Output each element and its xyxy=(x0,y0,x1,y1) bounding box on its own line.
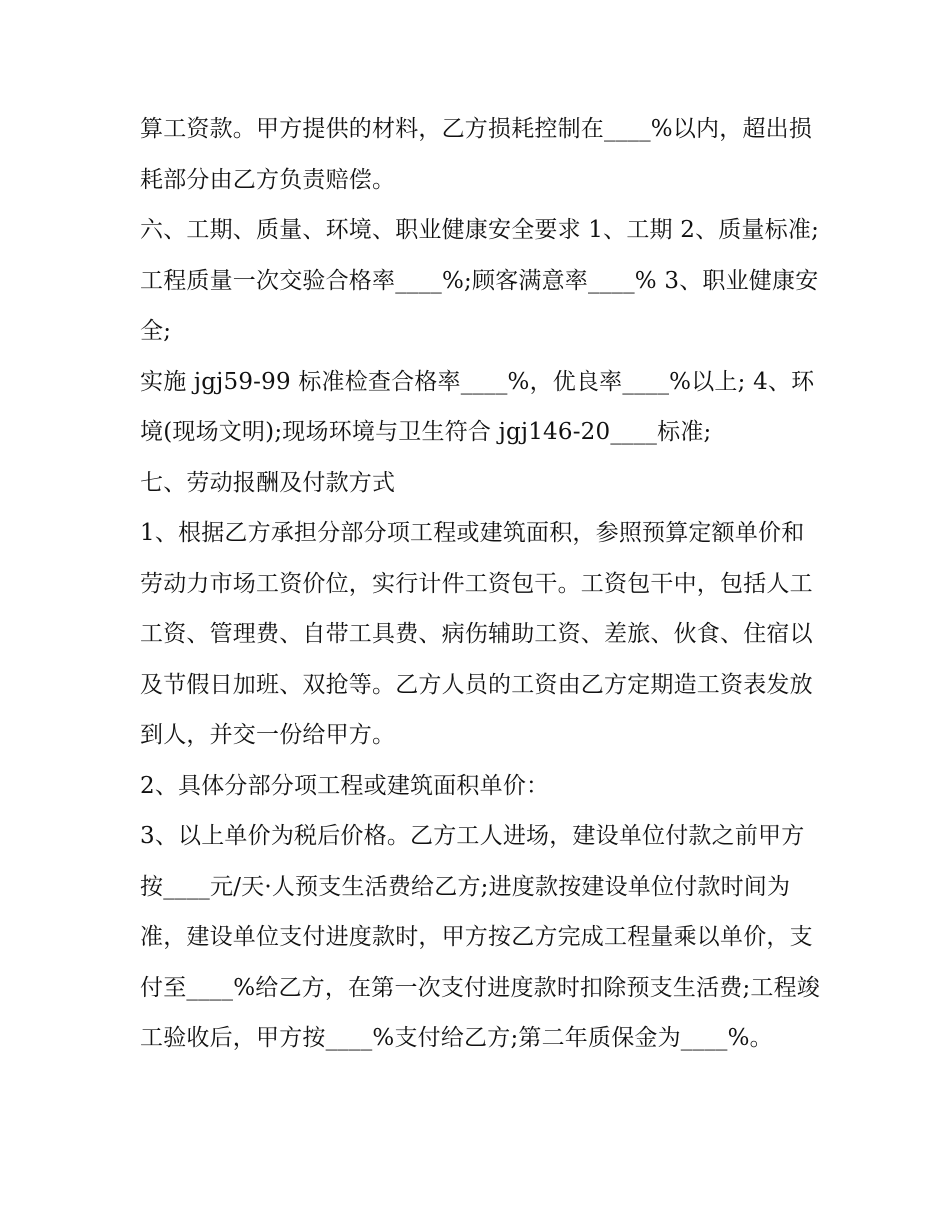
paragraph-section-six: 六、工期、质量、环境、职业健康安全要求 1、工期 2、质量标准;工程质量一次交验合格率____%;顾客满意率____% 3、职业健康安全; xyxy=(140,217,820,344)
paragraph-item-2: 2、具体分部分项工程或建筑面积单价： xyxy=(140,772,550,799)
section-heading-seven: 七、劳动报酬及付款方式 xyxy=(140,469,396,496)
document-body xyxy=(140,104,820,1064)
paragraph-item-1: 1、根据乙方承担分部分项工程或建筑面积，参照预算定额单价和劳动力市场工资价位，实行计件工资包干。工资包干中，包括人工工资、管理费、自带工具费、病伤辅助工资、差旅、伙食、住宿以及节假日加班、双抢等。乙方人员的工资由乙方定期造工资表发放到人，并交一份给甲方。 xyxy=(140,520,813,748)
paragraph-standards: 实施 jgj59-99 标准检查合格率____%，优良率____%以上; 4、环境(现场文明);现场环境与卫生符合 jgj146-20____标准; xyxy=(140,368,815,445)
paragraph-item-3: 3、以上单价为税后价格。乙方工人进场，建设单位付款之前甲方按____元/天·人预支生活费给乙方;进度款按建设单位付款时间为准，建设单位支付进度款时，甲方按乙方完成工程量乘以单价，支付至____%给乙方，在第一次支付进度款时扣除预支生活费;工程竣工验收后，甲方按____%支付给乙方;第二年质保金为____%。 xyxy=(140,823,821,1051)
paragraph-material-loss: 算工资款。甲方提供的材料，乙方损耗控制在____%以内，超出损耗部分由乙方负责赔偿。 xyxy=(140,116,813,193)
